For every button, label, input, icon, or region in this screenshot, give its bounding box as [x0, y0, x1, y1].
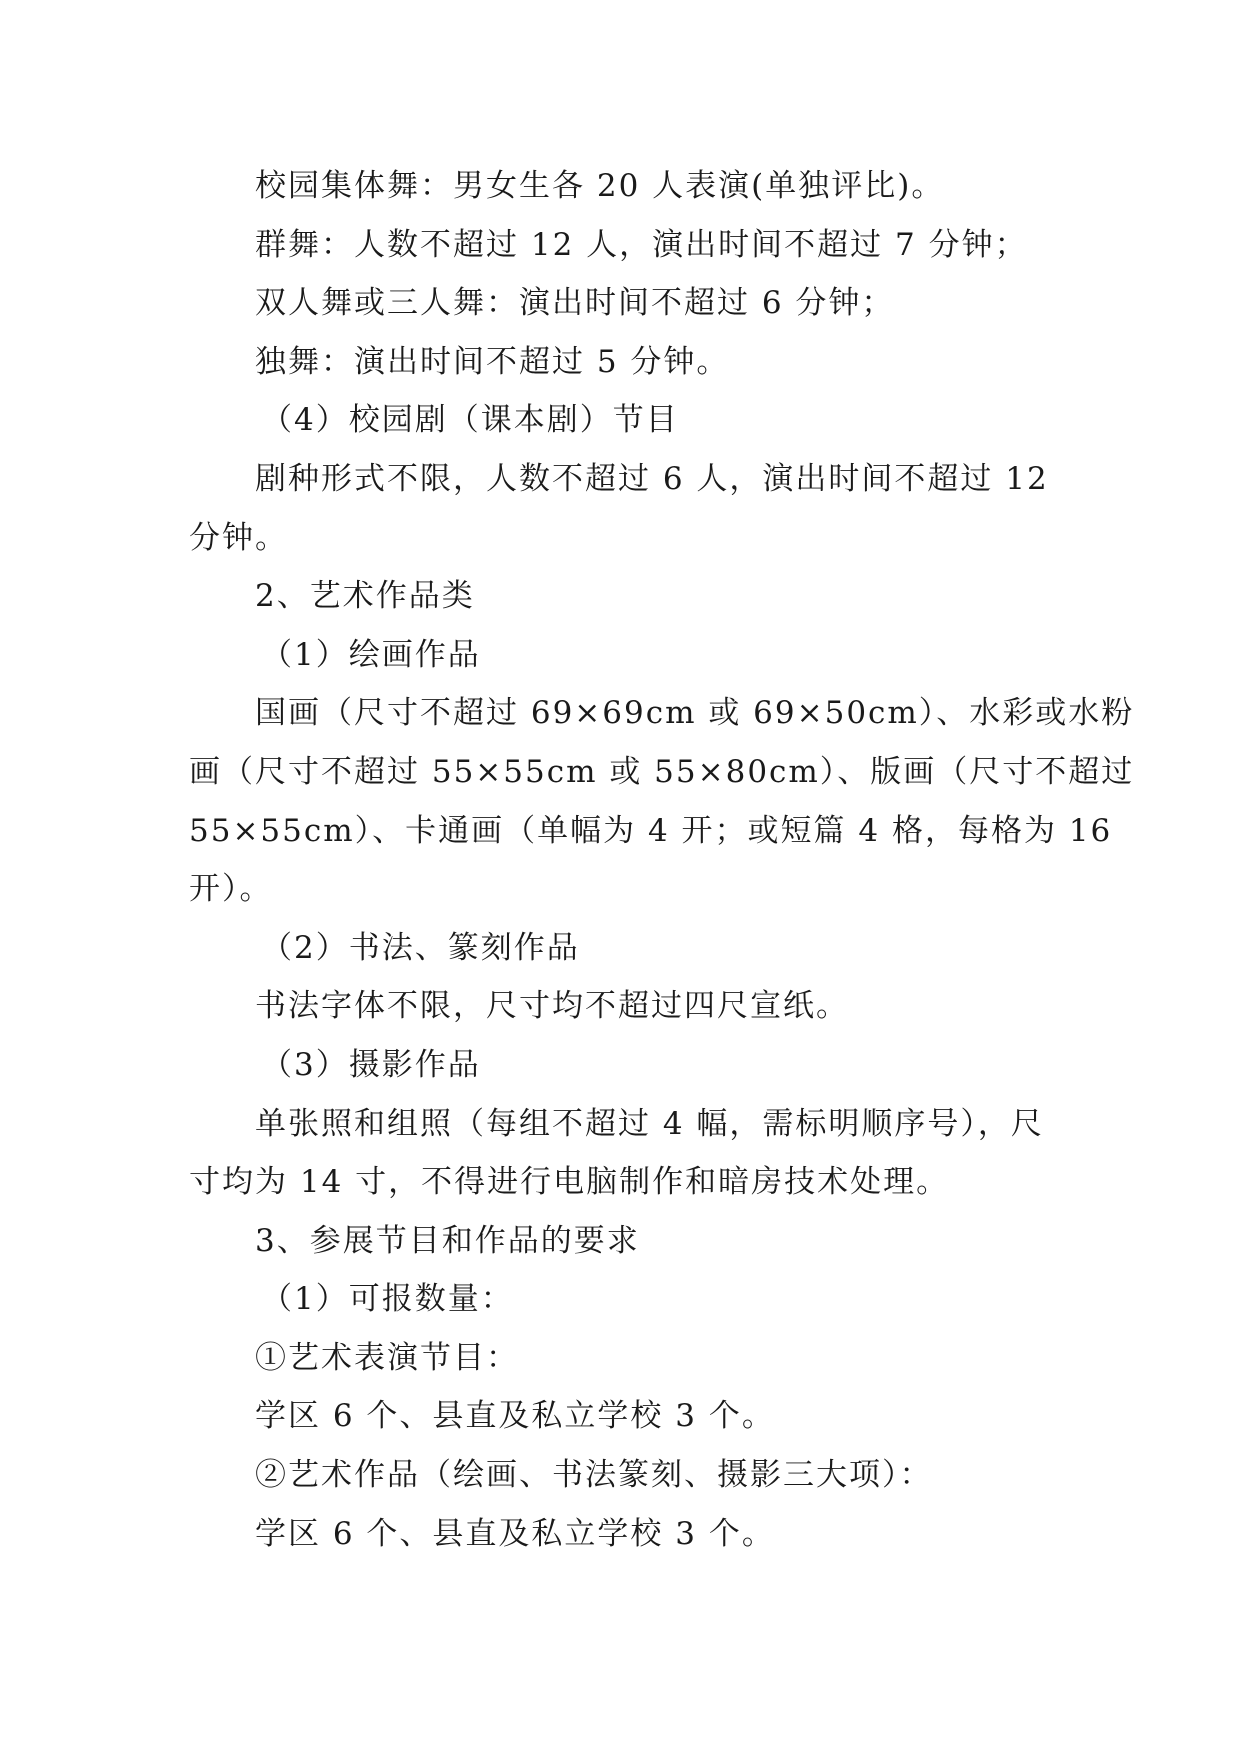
text-line: （4）校园剧（课本剧）节目	[261, 402, 679, 439]
text-line: 国画（尺寸不超过 69×69cm 或 69×50cm）、水彩或水粉	[255, 695, 1135, 732]
document-body	[189, 157, 1135, 1563]
text-line: （1）可报数量：	[261, 1281, 514, 1318]
text-line: 55×55cm）、卡通画（单幅为 4 开；或短篇 4 格，每格为 16	[189, 812, 1113, 849]
text-line: 群舞：人数不超过 12 人，演出时间不超过 7 分钟；	[255, 226, 1028, 263]
text-line: 单张照和组照（每组不超过 4 幅，需标明顺序号），尺	[255, 1105, 1044, 1142]
text-line: （3）摄影作品	[261, 1046, 481, 1083]
text-line: ②艺术作品（绘画、书法篆刻、摄影三大项）：	[255, 1457, 933, 1494]
text-line: 寸均为 14 寸，不得进行电脑制作和暗房技术处理。	[189, 1164, 950, 1201]
text-line: 校园集体舞：男女生各 20 人表演(单独评比)。	[255, 168, 945, 204]
text-line: 2、艺术作品类	[255, 578, 475, 615]
text-line: （2）书法、篆刻作品	[261, 929, 580, 966]
text-line: 3、参展节目和作品的要求	[255, 1222, 640, 1259]
text-line: 剧种形式不限，人数不超过 6 人，演出时间不超过 12	[255, 460, 1049, 497]
text-line: 独舞：演出时间不超过 5 分钟。	[255, 343, 730, 380]
text-line: 双人舞或三人舞：演出时间不超过 6 分钟；	[255, 285, 895, 322]
text-line: （1）绘画作品	[261, 636, 481, 673]
text-line: ①艺术表演节目：	[255, 1339, 519, 1376]
text-line: 书法字体不限，尺寸均不超过四尺宣纸。	[255, 988, 849, 1025]
text-line: 学区 6 个、县直及私立学校 3 个。	[255, 1398, 775, 1435]
text-line: 分钟。	[189, 519, 288, 556]
text-line: 开）。	[189, 871, 273, 908]
text-line: 学区 6 个、县直及私立学校 3 个。	[255, 1515, 775, 1552]
text-line: 画（尺寸不超过 55×55cm 或 55×80cm）、版画（尺寸不超过	[189, 753, 1135, 790]
